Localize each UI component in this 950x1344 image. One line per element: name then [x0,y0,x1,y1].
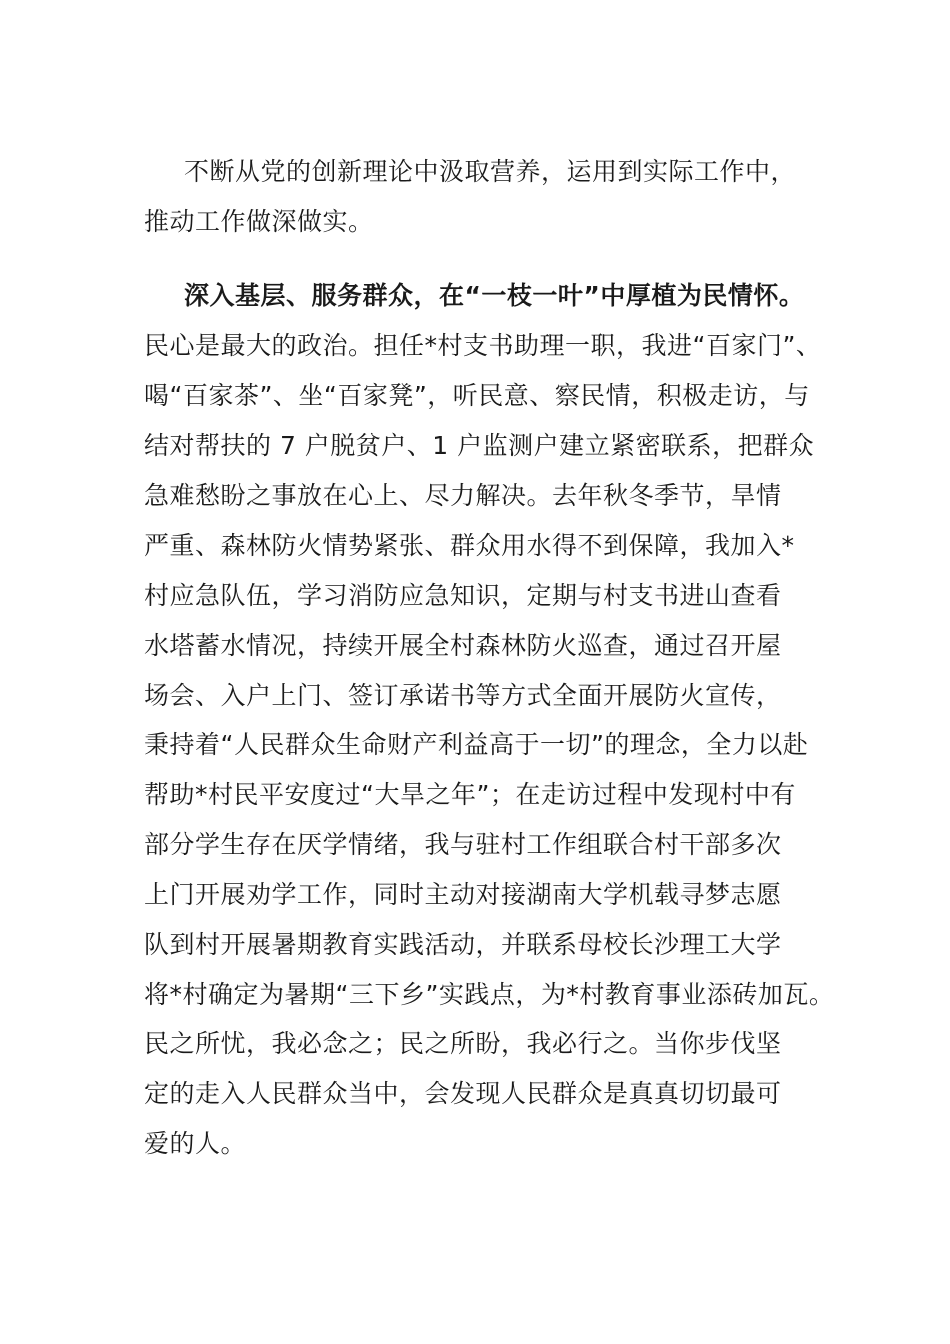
paragraph-2-line-4: 急难愁盼之事放在心上、尽力解决。去年秋冬季节，旱情 [144,481,782,510]
paragraph-2-line-9: 秉持着“人民群众生命财产利益高于一切”的理念，全力以赴 [144,730,809,759]
paragraph-2-line-6: 村应急队伍，学习消防应急知识，定期与村支书进山查看 [144,581,782,610]
paragraph-2-line-10: 帮助*村民平安度过“大旱之年”；在走访过程中发现村中有 [144,780,796,809]
paragraph-2-line-17: 爱的人。 [144,1129,247,1158]
paragraph-1-line-1: 不断从党的创新理论中汲取营养，运用到实际工作中， [184,157,797,186]
paragraph-2-line-7: 水塔蓄水情况，持续开展全村森林防火巡查，通过召开屋 [144,631,782,660]
paragraph-2-line-5: 严重、森林防火情势紧张、群众用水得不到保障，我加入* [144,531,795,560]
paragraph-2-line-14: 将*村确定为暑期“三下乡”实践点，为*村教育事业添砖加瓦。 [144,980,835,1009]
paragraph-2-line-2: 喝“百家茶”、坐“百家凳”，听民意、察民情，积极走访，与 [144,381,810,410]
paragraph-2-line-1: 民心是最大的政治。担任*村支书助理一职，我进“百家门”、 [144,331,822,360]
paragraph-2-heading: 深入基层、服务群众，在“一枝一叶”中厚植为民情怀。 [184,281,805,310]
paragraph-2-line-12: 上门开展劝学工作，同时主动对接湖南大学机载寻梦志愿 [144,880,782,909]
paragraph-2-line-13: 队到村开展暑期教育实践活动，并联系母校长沙理工大学 [144,930,782,959]
paragraph-2-line-3: 结对帮扶的 7 户脱贫户、1 户监测户建立紧密联系，把群众 [144,431,815,460]
paragraph-2-line-16: 定的走入人民群众当中，会发现人民群众是真真切切最可 [144,1079,782,1108]
paragraph-1-line-2: 推动工作做深做实。 [144,207,374,236]
paragraph-2-line-15: 民之所忧，我必念之；民之所盼，我必行之。当你步伐坚 [144,1029,782,1058]
paragraph-2-line-8: 场会、入户上门、签订承诺书等方式全面开展防火宣传， [144,681,782,710]
paragraph-2-line-11: 部分学生存在厌学情绪，我与驻村工作组联合村干部多次 [144,830,782,859]
